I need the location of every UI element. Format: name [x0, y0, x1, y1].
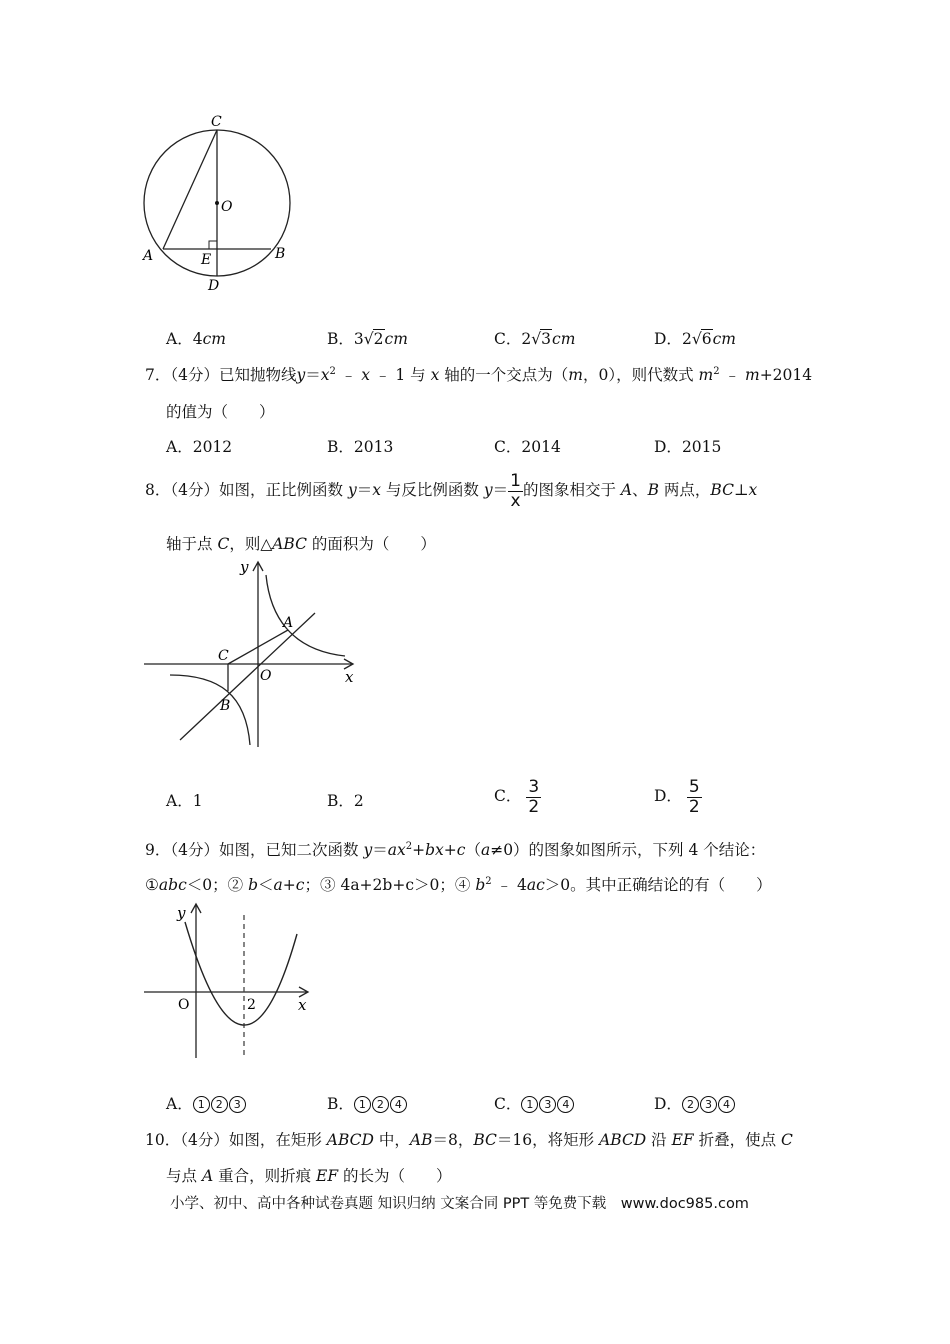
- sqrt-symbol: √3: [531, 330, 552, 348]
- q7-option-c[interactable]: C．2014: [494, 438, 561, 456]
- q9-option-c[interactable]: C． 1 3 4: [494, 1092, 575, 1114]
- sqrt-symbol: √2: [363, 330, 384, 348]
- fraction: $\frac{3}{2}$: [528, 776, 540, 817]
- hyperbola-branch-1: [266, 575, 345, 656]
- label-a: A: [143, 248, 154, 264]
- q8-option-c[interactable]: C． $\frac{3}{2}$: [494, 776, 540, 817]
- label-2: 2: [247, 997, 256, 1013]
- q6-option-a[interactable]: A．4cm: [166, 330, 226, 348]
- label-b: B: [275, 246, 286, 262]
- q8-option-d[interactable]: D． $\frac{5}{2}$: [654, 776, 700, 817]
- center-dot: [215, 201, 219, 205]
- q9-option-b[interactable]: B． 1 2 4: [327, 1092, 408, 1114]
- label-y: y: [177, 904, 186, 922]
- parabola-curve: [185, 922, 297, 1025]
- label-x: x: [345, 668, 354, 686]
- q9-option-a[interactable]: A． 1 2 3: [166, 1092, 247, 1114]
- q6-circle-figure: [138, 110, 303, 295]
- label-x: x: [298, 996, 307, 1014]
- fraction: $\frac{5}{2}$: [688, 776, 700, 817]
- right-angle-mark: [209, 241, 217, 249]
- label-c: C: [211, 114, 222, 130]
- label-d: D: [208, 278, 220, 294]
- q8-option-b[interactable]: B．2: [327, 792, 364, 810]
- q9-line-2: ①abc＜0；② b＜a+c；③ 4a+2b+c＞0；④ $b^2$ ﹣ 4ac＞0。其中正确结论的有（ ）: [145, 875, 772, 894]
- q6-option-c[interactable]: C．2√3cm: [494, 330, 576, 348]
- label-y: y: [240, 558, 249, 576]
- q7-line-1: 7．（4分）已知抛物线$y=x^2$ ﹣ x ﹣ 1 与 x 轴的一个交点为（m，0），则代数式 $m^2$ ﹣ m+2014: [145, 365, 813, 384]
- sqrt-symbol: √6: [691, 330, 712, 348]
- q6-option-d[interactable]: D．2√6cm: [654, 330, 736, 348]
- label-e: E: [201, 252, 212, 268]
- label-c: C: [218, 648, 229, 664]
- line-y-eq-x: [180, 613, 315, 740]
- q10-line-1: 10．（4分）如图，在矩形 ABCD 中，AB＝8，BC＝16，将矩形 ABCD 沿 EF 折叠，使点 C: [145, 1131, 793, 1149]
- q8-option-a[interactable]: A．1: [166, 792, 203, 810]
- q7-option-b[interactable]: B．2013: [327, 438, 394, 456]
- label-o: O: [178, 997, 190, 1013]
- q8-graph-figure: [140, 555, 365, 755]
- q8-line-1: 8．（4分）如图，正比例函数 y＝x 与反比例函数 y＝ $\frac{1}{x}$ 的图象相交于 A、B 两点，BC⊥x: [145, 470, 758, 511]
- q7-line-2: 的值为（ ）: [166, 403, 275, 421]
- q9-parabola-figure: [140, 900, 320, 1065]
- chord-ac: [163, 130, 217, 249]
- q7-option-a[interactable]: A．2012: [166, 438, 233, 456]
- q9-line-1: 9．（4分）如图，已知二次函数 $y=ax^2+bx+c(a\ne 0)$的图象如图所示，下列 4 个结论：: [145, 840, 766, 859]
- q7-option-d[interactable]: D．2015: [654, 438, 722, 456]
- label-o: O: [221, 199, 233, 215]
- q10-line-2: 与点 A 重合，则折痕 EF 的长为（ ）: [166, 1167, 452, 1185]
- label-o: O: [260, 668, 272, 684]
- label-b: B: [220, 698, 231, 714]
- label-a: A: [283, 615, 294, 631]
- fraction-1-over-x: $\frac{1}{x}$: [510, 470, 521, 511]
- page-footer-ad: 小学、初中、高中各种试卷真题 知识归纳 文案合同 PPT 等免费下载 www.doc985.com: [170, 1196, 749, 1212]
- q8-line-2: 轴于点 C，则△ABC 的面积为（ ）: [166, 535, 436, 553]
- q9-option-d[interactable]: D． 2 3 4: [654, 1092, 736, 1114]
- q6-option-b[interactable]: B．3√2cm: [327, 330, 408, 348]
